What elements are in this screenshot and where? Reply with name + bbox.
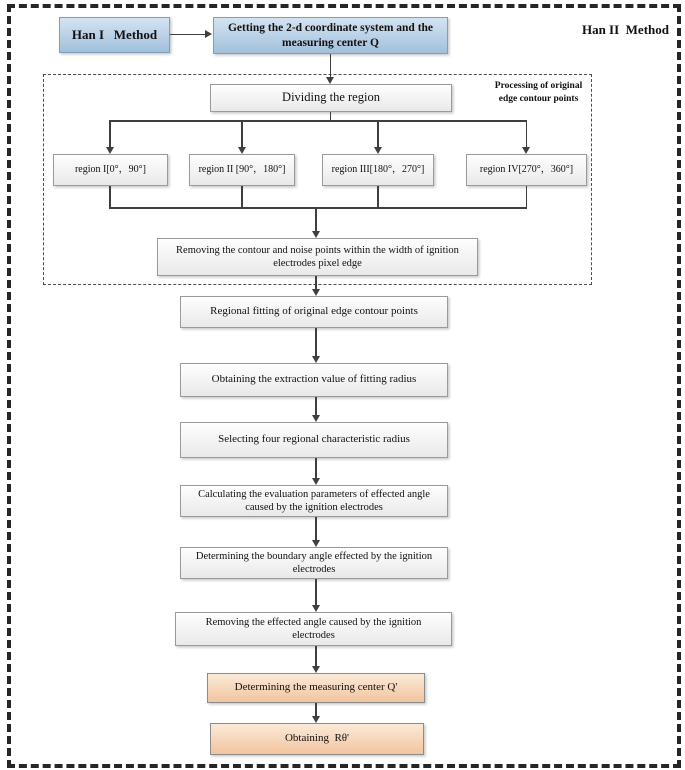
flow-step-removing-effected-box [175,612,452,646]
flow-step-selecting-radius-box [180,422,448,458]
branch-drop-region2 [241,120,243,148]
connector-merge-to-removing [315,207,317,231]
han2-method-label: Han II Method [581,22,669,37]
region4-label: region IV[270°，360°] [479,163,574,175]
flow-step-label: Removing the effected angle caused by the ignition electrodes [205,616,422,641]
dividing-region-label: Dividing the region [282,90,380,105]
arrowhead-down [312,231,320,238]
arrowhead-down [312,478,320,485]
arrowhead-down [312,289,320,296]
region2-label: region II [90°，180°] [198,163,286,175]
flow-step-determining-boundary-box [180,547,448,579]
flow-step-label: Obtaining the extraction value of fitting radius [211,373,417,386]
getting-coordinate-box [213,17,448,54]
connector-to-step5 [315,517,317,541]
han1-method-label: Han I Method [71,26,158,42]
arrowhead-down [522,147,530,154]
preprocess-group-label: Processing of original edge contour points [494,81,583,104]
region4-box [466,154,587,186]
arrowhead-down [312,356,320,363]
branch-drop-region4 [526,120,528,148]
connector-to-step2 [315,328,317,357]
connector-to-step6 [315,579,317,606]
han1-method-box [59,17,170,53]
result-label: Obtaining Rθ' [284,732,350,745]
arrowhead-down [312,716,320,723]
removing-contour-box [157,238,478,276]
result-measuring-center-box [207,673,425,703]
arrowhead-down [106,147,114,154]
flow-step-regional-fitting-box [180,296,448,328]
dividing-region-box [210,84,452,112]
result-label: Determining the measuring center Q' [234,681,398,694]
region3-label: region III[180°，270°] [331,163,425,175]
arrowhead-down [312,540,320,547]
region1-box [53,154,168,186]
flow-step-label: Determining the boundary angle effected by the ignition electrodes [195,550,433,575]
merge-drop-region3 [377,186,379,208]
connector-han1-to-getting [170,34,206,36]
arrowhead-down [312,415,320,422]
branch-drop-region3 [377,120,379,148]
flow-step-obtaining-extraction-box [180,363,448,397]
branch-line [109,120,527,122]
connector-to-result2 [315,703,317,717]
result-obtaining-rtheta-box [210,723,424,755]
flow-step-label: Calculating the evaluation parameters of effected angle caused by the ignition electrodes [198,488,430,513]
connector-to-step3 [315,397,317,416]
arrowhead-down [312,605,320,612]
flow-step-calculating-parameters-box [180,485,448,517]
connector-getting-to-dividing [330,54,332,78]
connector-to-step1 [315,276,317,290]
merge-drop-region2 [241,186,243,208]
flow-step-label: Selecting four regional characteristic radius [218,433,410,446]
arrowhead-down [326,77,334,84]
arrowhead-down [312,666,320,673]
connector-to-result1 [315,646,317,667]
flow-step-label: Regional fitting of original edge contour points [210,305,418,318]
region3-box [322,154,434,186]
connector-to-step4 [315,458,317,479]
region2-box [189,154,295,186]
removing-contour-label: Removing the contour and noise points within the width of ignition electrodes pixel edge [176,244,459,269]
arrowhead-down [374,147,382,154]
arrowhead-down [238,147,246,154]
arrowhead-right [205,30,212,38]
merge-drop-region1 [109,186,111,208]
branch-drop-region1 [109,120,111,148]
region1-label: region I[0°，90°] [74,163,147,175]
getting-coordinate-label: Getting the 2-d coordinate system and the measuring center Q [227,22,434,49]
merge-line [109,207,527,209]
merge-drop-region4 [526,186,528,208]
